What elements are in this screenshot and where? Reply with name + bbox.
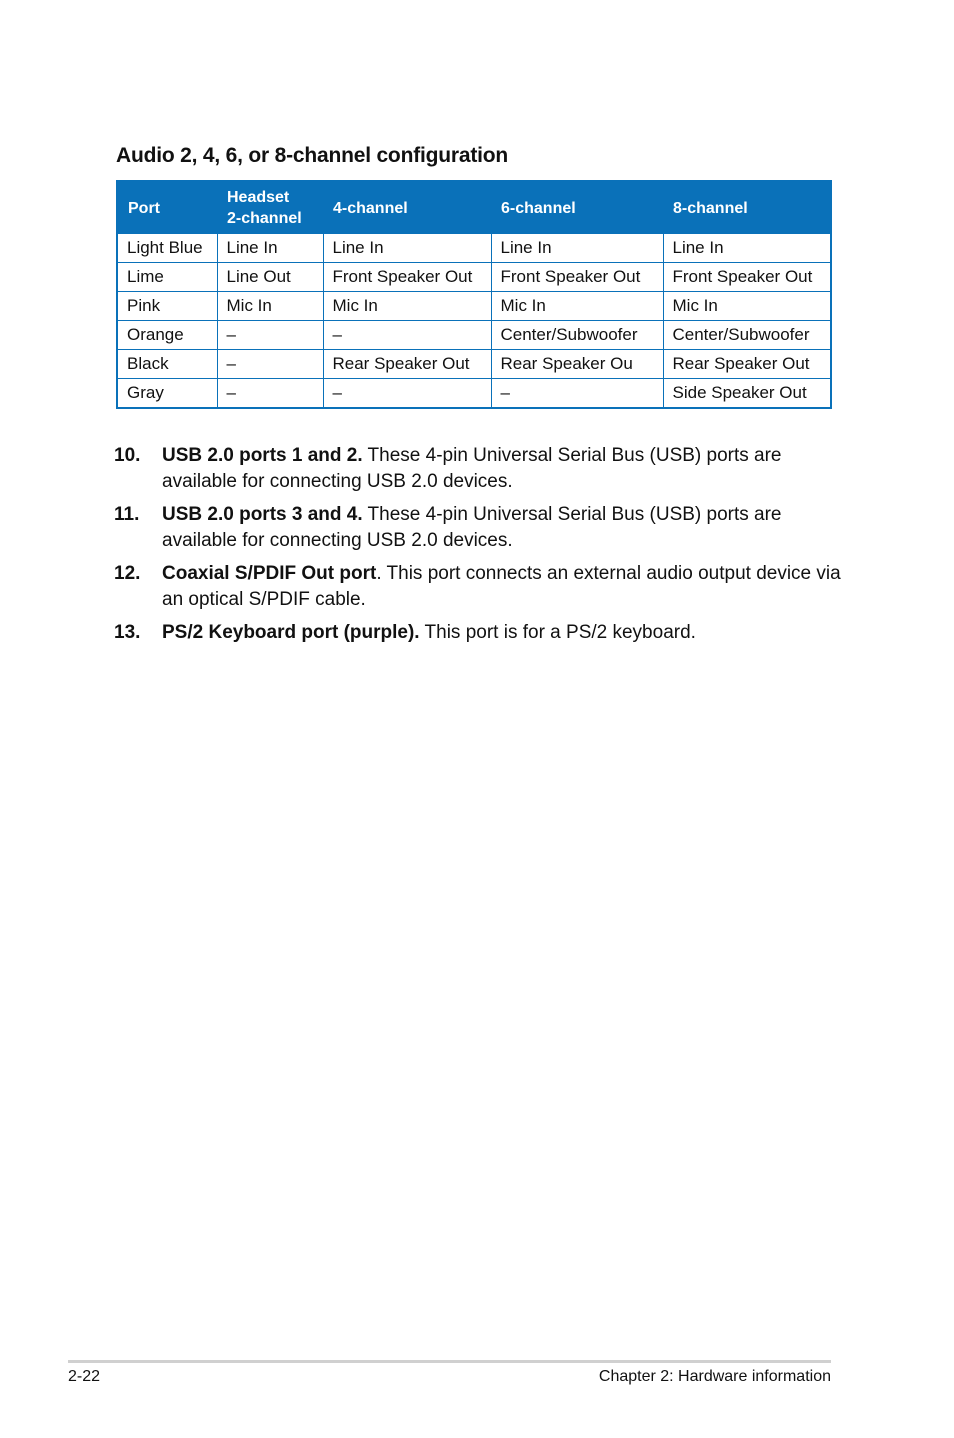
table-cell: Front Speaker Out [663,263,830,292]
item-text [162,502,844,554]
table-cell: Mic In [663,292,830,321]
table-row [118,379,830,408]
table-cell: Mic In [491,292,663,321]
table-cell: – [217,321,323,350]
item-description: These 4-pin Universal Serial Bus (USB) ports are available for connecting USB 2.0 devices. [162,445,782,492]
header-headset-line1: Headset [227,189,290,206]
table-cell: Line In [491,234,663,263]
table-cell: Black [118,350,217,379]
table-cell: Front Speaker Out [323,263,491,292]
header-6-channel: 6-channel [491,182,663,234]
table-cell: Center/Subwoofer [663,321,830,350]
item-text [162,561,844,613]
header-port: Port [118,182,217,234]
item-number: 12. [114,563,141,584]
table-cell: Mic In [323,292,491,321]
table-row [118,321,830,350]
item-number: 11. [114,504,140,525]
table-row [118,350,830,379]
table-cell: Light Blue [118,234,217,263]
table-cell: Line In [663,234,830,263]
table-row [118,292,830,321]
item-text [162,443,844,495]
page-number: 2-22 [68,1368,101,1385]
table-cell: Line In [217,234,323,263]
header-8-channel: 8-channel [663,182,830,234]
table-cell: – [323,379,491,408]
item-description: These 4-pin Universal Serial Bus (USB) ports are available for connecting USB 2.0 devices. [162,504,782,551]
item-description: This port is for a PS/2 keyboard. [419,622,696,643]
table-cell: Front Speaker Out [491,263,663,292]
table-cell: Line In [323,234,491,263]
table-cell: Orange [118,321,217,350]
audio-config-table [116,180,832,409]
port-description-list [114,443,844,653]
table-cell: Mic In [217,292,323,321]
section-title: Audio 2, 4, 6, or 8-channel configuration [116,144,509,167]
table-cell: Center/Subwoofer [491,321,663,350]
item-heading: USB 2.0 ports 3 and 4. [162,504,363,525]
table-cell: Rear Speaker Out [663,350,830,379]
table-cell: Side Speaker Out [663,379,830,408]
list-item [114,502,844,554]
table-cell: Pink [118,292,217,321]
table-cell: Rear Speaker Ou [491,350,663,379]
footer-divider [68,1360,831,1363]
table-cell: Gray [118,379,217,408]
table-cell: – [491,379,663,408]
header-headset-line2: 2-channel [227,210,302,227]
item-number: 13. [114,622,141,643]
item-heading: USB 2.0 ports 1 and 2. [162,445,363,466]
table-cell: Rear Speaker Out [323,350,491,379]
table-cell: – [217,379,323,408]
table-cell: – [323,321,491,350]
item-heading: PS/2 Keyboard port (purple). [162,622,420,643]
item-heading: Coaxial S/PDIF Out port [162,563,377,584]
table-row [118,234,830,263]
item-text [162,620,844,646]
list-item [114,620,844,646]
item-description: . This port connects an external audio output device via an optical S/PDIF cable. [162,563,841,610]
item-number: 10. [114,445,141,466]
list-item [114,561,844,613]
table-cell: Line Out [217,263,323,292]
table-row [118,263,830,292]
chapter-title: Chapter 2: Hardware information [598,1368,831,1385]
table-cell: Lime [118,263,217,292]
list-item [114,443,844,495]
header-4-channel: 4-channel [323,182,491,234]
table-cell: – [217,350,323,379]
header-headset-2-channel [217,182,323,234]
table-header-row [118,182,830,234]
